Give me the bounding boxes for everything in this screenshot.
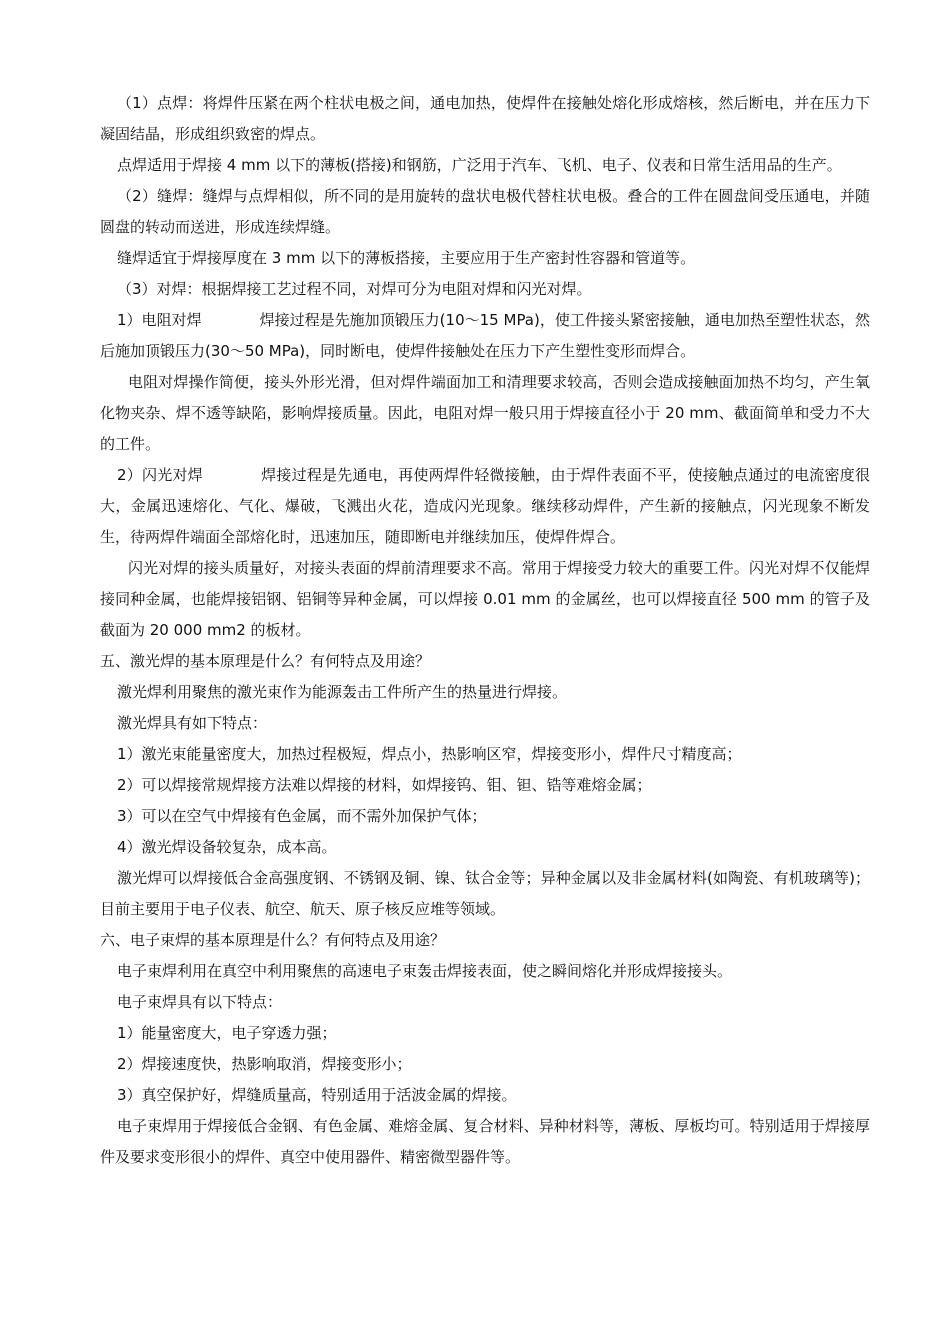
paragraph-ebw-principle: 电子束焊利用在真空中利用聚焦的高速电子束轰击焊接表面，使之瞬间熔化并形成焊接接头。 <box>117 962 733 980</box>
paragraph-seam-welding: （2）缝焊：缝焊与点焊相似，所不同的是用旋转的盘状电极代替柱状电极。叠合的工件在圆盘间受压通电，并随圆盘的转动而送进，形成连续焊缝。 <box>100 187 870 236</box>
paragraph-resistance-butt-welding-notes: 电阻对焊操作简便，接头外形光滑，但对焊件端面加工和清理要求较高，否则会造成接触面加热不均匀，产生氧化物夹杂、焊不透等缺陷，影响焊接质量。因此，电阻对焊一般只用于焊接直径小于 20 mm、截面简单和受力不大的工件。 <box>100 373 870 453</box>
list-item-ebw-2: 2）焊接速度快，热影响取消，焊接变形小； <box>117 1055 412 1073</box>
paragraph-spot-welding-usage: 点焊适用于焊接 4 mm 以下的薄板(搭接)和钢筋，广泛用于汽车、飞机、电子、仪表和日常生活用品的生产。 <box>117 156 842 174</box>
paragraph-ebw-features-intro: 电子束焊具有以下特点： <box>117 993 283 1011</box>
paragraph-resistance-butt-welding <box>100 305 870 367</box>
list-item-ebw-1: 1）能量密度大，电子穿透力强； <box>117 1024 337 1042</box>
list-item-laser-4: 4）激光焊设备较复杂，成本高。 <box>117 838 337 856</box>
paragraph-laser-principle: 激光焊利用聚焦的激光束作为能源轰击工件所产生的热量进行焊接。 <box>117 683 568 701</box>
item-label: 1）电阻对焊 <box>117 311 202 329</box>
item-text: 焊接过程是先通电，再使两焊件轻微接触，由于焊件表面不平，使接触点通过的电流密度很大，金属迅速熔化、气化、爆破，飞溅出火花，造成闪光现象。继续移动焊件，产生新的接触点，闪光现象不断发生，待两焊件端面全部熔化时，迅速加压，随即断电并继续加压，使焊件焊合。 <box>100 466 870 546</box>
paragraph-butt-welding: （3）对焊：根据焊接工艺过程不同，对焊可分为电阻对焊和闪光对焊。 <box>117 280 592 298</box>
paragraph-laser-applications: 激光焊可以焊接低合金高强度钢、不锈钢及铜、镍、钛合金等；异种金属以及非金属材料(如陶瓷、有机玻璃等)；目前主要用于电子仪表、航空、航天、原子核反应堆等领域。 <box>100 869 870 918</box>
paragraph-seam-welding-usage: 缝焊适宜于焊接厚度在 3 mm 以下的薄板搭接，主要应用于生产密封性容器和管道等。 <box>117 249 696 267</box>
document-body <box>100 88 870 1173</box>
paragraph-flash-butt-welding-notes: 闪光对焊的接头质量好，对接头表面的焊前清理要求不高。常用于焊接受力较大的重要工件。闪光对焊不仅能焊接同种金属，也能焊接铝钢、铝铜等异种金属，可以焊接 0.01 mm 的金属丝，也可以焊接直径 500 mm 的管子及截面为 20 000 mm2 的板材。 <box>100 559 870 639</box>
paragraph-laser-features-intro: 激光焊具有如下特点： <box>117 714 268 732</box>
paragraph-ebw-applications: 电子束焊用于焊接低合金钢、有色金属、难熔金属、复合材料、异种材料等，薄板、厚板均可。特别适用于焊接厚件及要求变形很小的焊件、真空中使用器件、精密微型器件等。 <box>100 1117 870 1166</box>
paragraph-flash-butt-welding <box>100 460 870 553</box>
list-item-laser-2: 2）可以焊接常规焊接方法难以焊接的材料，如焊接钨、钼、钽、锆等难熔金属； <box>117 776 652 794</box>
list-item-ebw-3: 3）真空保护好，焊缝质量高，特别适用于活波金属的焊接。 <box>117 1086 517 1104</box>
section-heading-electron-beam-welding: 六、电子束焊的基本原理是什么？有何特点及用途？ <box>100 931 446 949</box>
item-text: 焊接过程是先施加顶锻压力(10～15 MPa)，使工件接头紧密接触，通电加热至塑性状态，然后施加顶锻压力(30～50 MPa)，同时断电，使焊件接触处在压力下产生塑性变形而焊合。 <box>100 311 871 360</box>
list-item-laser-1: 1）激光束能量密度大，加热过程极短，焊点小，热影响区窄，焊接变形小，焊件尺寸精度高； <box>117 745 742 763</box>
list-item-laser-3: 3）可以在空气中焊接有色金属，而不需外加保护气体； <box>117 807 487 825</box>
item-label: 2）闪光对焊 <box>117 466 203 484</box>
paragraph-spot-welding: （1）点焊：将焊件压紧在两个柱状电极之间，通电加热，使焊件在接触处熔化形成熔核，然后断电，并在压力下凝固结晶，形成组织致密的焊点。 <box>100 94 870 143</box>
section-heading-laser-welding: 五、激光焊的基本原理是什么？有何特点及用途？ <box>100 652 431 670</box>
